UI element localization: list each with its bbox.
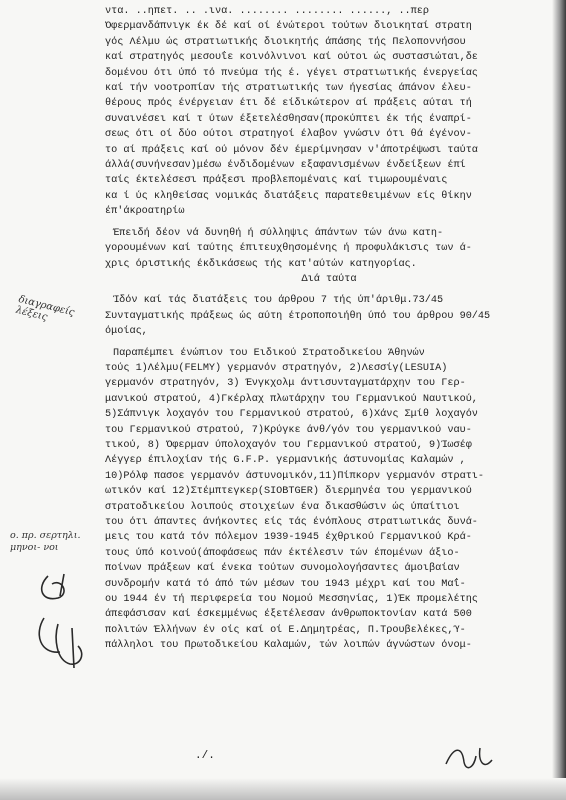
paragraph-3 [105, 293, 553, 339]
text-line: πολιτών Έλλήνων έν οίς καί οί Ε.Δημητρέας, Π.Τρουβελέκες,Ύ- [105, 624, 466, 636]
text-line: σεως ότι οί δύο ούτοι στρατηγοί έλαβον γνώσιν ότι θά έγένον- [105, 129, 472, 141]
document-body [105, 4, 553, 654]
handwritten-signature-bottom [440, 738, 500, 778]
text-line: γός Λέλμυ ώς στρατιωτικής διοικητής άπάσης τής Πελοποννήσου [105, 36, 466, 48]
text-line: μανικού στρατού, 4)Γκέρλαχ πλωτάρχην του Γερμανικού Ναυτικού, [105, 393, 478, 405]
text-line: μεις του κατά τόν πόλεμον 1939-1945 έχθρικού Γερμανικού Κρά- [105, 532, 472, 544]
text-line: γορουμένων καί ταύτης έπιτευχθησομένης ή προφυλάκισις των ά- [105, 243, 472, 255]
paragraph-1 [105, 4, 553, 220]
margin-note-handwritten: ο. πρ. σερτηλι. μηνοι- νοι [10, 530, 81, 553]
text-line: του ότι άπαντες άνήκοντες είς τάς ένόπλους στρατιωτικάς δυνά- [105, 517, 478, 528]
text-line: τικού, 8) Όφερμαν ύπολοχαγόν του Γερμανικού στρατού, 9)Ίωσέφ [105, 439, 472, 451]
text-line: ντα. ..ηπετ. .. .ινα. ........ ........ ......, ..περ [105, 6, 430, 17]
text-line: θέρους πρός ένέργειαν έτι δέ είδικώτερον αί πράξεις αύται τή [105, 98, 472, 110]
text-line: όμοίας, [105, 326, 148, 338]
text-line: στρατοδικείου λοιπούς στοιχείων ένα δικασθώσιν ώς ύπαίτιοι [105, 501, 460, 513]
text-line: τους ύπό κοινού(άποφάσεως πάν έκτέλεσιν τών έπομένων άξιο- [105, 547, 460, 559]
text-line: ποίνων πράξεων καί ένεκα τούτων συνομολογήσαντες άμοιβαίαν [105, 563, 460, 575]
scan-shadow-bottom [0, 778, 566, 800]
text-line: ου 1944 έν τή περιφερεία του Νομού Μεσσηνίας, 1)Έκ προμελέτης [105, 594, 478, 606]
text-line: 10)Ρόλφ πασοε γερμανόν άστυνομικόν,11)Πίπκορν γερμανόν στρατι- [105, 470, 485, 482]
text-line: άλλά(συνήνεσαν)μέσω ένδιδομένων εξαφανισμένων ένδείξεων έπί [105, 160, 466, 172]
margin-note-deleted-words: διαγραφείς λέξεις [14, 294, 76, 324]
text-line: δομένου ότι ύπό τό πνεύμα τής έ. γέγει στρατιωτικής ένεργείας [105, 67, 478, 79]
text-line: γερμανόν στρατηγόν, 3) Ένγκχολμ άντισυνταγματάρχην του Γερ- [105, 378, 466, 390]
handwritten-signature-left [30, 568, 100, 678]
text-line: έπ'άκροατηρίω [105, 206, 185, 218]
paragraph-2 [105, 226, 553, 272]
text-line: συναινέσει καί τ ύτων έξετελέσθησαν(προκύπτει έκ τής έναπρί- [105, 113, 472, 125]
text-line: καί τήν νοοτροπίαν τής στρατιωτικής των ήγεσίας άπάνον έλευ- [105, 83, 472, 95]
text-line: κα ί ύς κληθείσας νομικάς διατάξεις παρατεθειμένων είς θίκην [105, 190, 472, 202]
text-line: τούς 1)Λέλμυ(FELMY) γερμανόν στρατηγόν, 2)Λεσσίγ(LESUIA) [105, 362, 448, 374]
scan-shadow-right [552, 0, 566, 800]
text-line: συνδρομήν κατά τό άπό τών μέσων του 1943 μέχρι καί του Μαΐ- [105, 578, 466, 590]
dia-tauta-heading: Διά ταύτα [301, 273, 357, 285]
text-line: ωτικόν καί 12)Στέμπτεγκερ(SIOBTGER) διερμηνέα του γερμανικού [105, 486, 472, 498]
text-line: Λέγγερ έπιλοχίαν τής G.F.P. γερμανικής άστυνομίας Καλαμών , [105, 455, 466, 467]
text-line: του Γερμανικού στρατού, 7)Κρύγκε άνθ/γόν του γερμανικού ναυ- [105, 424, 472, 436]
text-line: χρις όριστικής έκδικάσεως τής κατ'αύτών κατηγορίας. [105, 258, 417, 270]
text-line: το αί πράξεις καί ού μόνον δέν έμερίμνησαν ν'άποτρέψωσι ταύτα [105, 144, 478, 156]
text-line: 5)Σάπνιγκ λοχαγόν του Γερμανικού στρατού, 6)Χάνς Σμίθ λοχαγόν [105, 409, 478, 421]
text-line: άπεφάσισαν καί έσκεμμένως έξετέλεσαν άνθρωποκτονίαν κατά 500 [105, 609, 472, 621]
paragraph-4 [105, 346, 553, 654]
text-line: Συνταγματικής πράξεως ώς αύτη έτροποποιήθη ύπό του άρθρου 90/45 [105, 310, 491, 322]
text-line: καί στρατηγός μεσουΐε κοινόλνινοι καί ούτοι ώς συστασιώται,δε [105, 52, 478, 64]
text-line: Ίδόν καί τάς διατάξεις του άρθρου 7 τής ύπ'άριθμ.73/45 [113, 295, 444, 307]
page-footer-mark: ./. [195, 750, 215, 762]
text-line: ταίς έκτελέσεσι πράξεσι προβλεπομέναις καί τιμωρουμέναις [105, 175, 448, 187]
text-line: πάλληλοι του Πρωτοδικείου Καλαμών, τών λοιπών άγνώστων όνομ- [105, 640, 472, 652]
text-line: Παραπέμπει ένώπιον του Ειδικού Στρατοδικείου Άθηνών [113, 347, 425, 359]
text-line: Όφερμανδάπνιγκ έκ δέ καί οί ένώτεροι τούτων διοικηταί στρατη [105, 21, 472, 33]
text-line: Έπειδή δέον νά δυνηθή ή σύλληψις άπάντων τών άνω κατη- [113, 227, 444, 239]
